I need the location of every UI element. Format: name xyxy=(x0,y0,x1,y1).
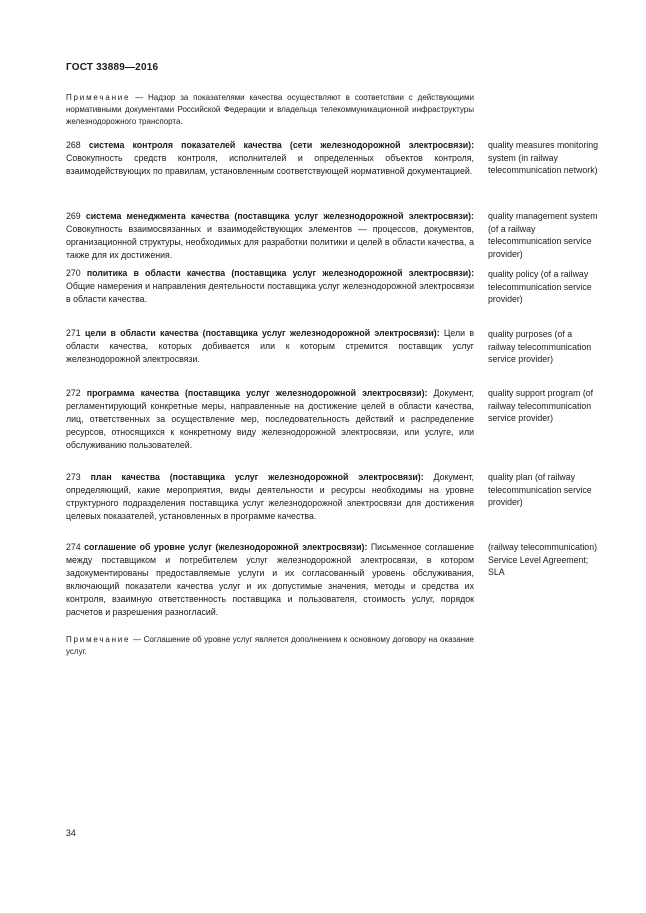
note-text: — Надзор за показателями качества осуществляют в соответствии с действующими нормативными документами Российской Федерации и владельца телекоммуникационной инфраструктуры железнодорожного транспорта. xyxy=(66,93,474,126)
term-number: 268 xyxy=(66,140,81,150)
term-number: 271 xyxy=(66,328,81,338)
english-equivalent-270: quality policy (of a railway telecommunication service provider) xyxy=(488,269,592,304)
term-number: 272 xyxy=(66,388,81,398)
term-entry-271 xyxy=(66,327,474,366)
term-entry-269 xyxy=(66,210,474,262)
document-header: ГОСТ 33889—2016 xyxy=(66,62,159,73)
term-entry-268 xyxy=(66,139,474,178)
page-number: 34 xyxy=(66,828,76,838)
term-name: система менеджмента качества (поставщика услуг железнодорожной электросвязи): xyxy=(85,211,474,221)
term-name: политика в области качества (поставщика услуг железнодорожной электросвязи): xyxy=(86,268,475,278)
note-top xyxy=(66,92,474,128)
term-name: соглашение об уровне услуг (железнодорожной электросвязи): xyxy=(84,542,368,552)
term-name: план качества (поставщика услуг железнодорожной электросвязи): xyxy=(90,472,424,482)
english-equivalent-271: quality purposes (of a railway telecommunication service provider) xyxy=(488,329,592,364)
english-equivalent-269: quality management system (of a railway telecommunication service provider) xyxy=(488,211,598,259)
term-number: 274 xyxy=(66,542,81,552)
term-entry-273 xyxy=(66,471,474,523)
term-definition: Документ, регламентирующий конкретные меры, направленные на достижение целей в области качества, лиц, ответственных за осуществление мер, последовательность действий и распределение ресурсов, относящихся к конкретному виду железнодорожной электросвязи, или услуге, или обслуживанию пользователей. xyxy=(66,388,474,450)
term-definition: Цели в области качества, которых добивается или к которым стремится поставщик услуг железнодорожной электросвязи. xyxy=(66,328,474,364)
term-name: система контроля показателей качества (сети железнодорожной электросвязи): xyxy=(88,140,475,150)
english-equivalent-274: (railway telecommunication) Service Level Agreement; SLA xyxy=(488,542,598,577)
english-equivalent-273: quality plan (of railway telecommunication service provider) xyxy=(488,472,592,507)
term-number: 270 xyxy=(66,268,81,278)
term-name: цели в области качества (поставщика услуг железнодорожной электросвязи): xyxy=(84,328,440,338)
term-name: программа качества (поставщика услуг железнодорожной электросвязи): xyxy=(86,388,428,398)
term-definition: Общие намерения и направления деятельности поставщика услуг железнодорожной электросвязи в области качества. xyxy=(66,281,474,304)
term-entry-274 xyxy=(66,541,474,619)
term-definition: Письменное соглашение между поставщиком и потребителем услуг железнодорожной электросвязи, в котором задокументированы предоставляемые услуги и их согласованный уровень обслуживания, включающий показатели качества услуг и их допустимые значения, методы и средства их контроля, взаимную ответственность поставщика и пользователя, стоимость услуг, порядок расчетов и разрешения разногласий. xyxy=(66,542,474,617)
term-entry-270 xyxy=(66,267,474,306)
term-number: 273 xyxy=(66,472,81,482)
term-number: 269 xyxy=(66,211,81,221)
note-text: — Соглашение об уровне услуг является дополнением к основному договору на оказание услуг. xyxy=(66,635,474,656)
term-entry-272 xyxy=(66,387,474,452)
note-label: Примечание xyxy=(66,635,131,644)
note-label: Примечание xyxy=(66,93,131,102)
note-bottom xyxy=(66,634,474,658)
term-definition: Совокупность взаимосвязанных и взаимодействующих элементов — процессов, документов, организационной структуры, необходимых для разработки политики и целей в области качества, а также для их достижения. xyxy=(66,224,474,260)
term-definition: Документ, определяющий, какие мероприятия, виды деятельности и ресурсы необходимы на уровне структурного подразделения поставщика услуг железнодорожной электросвязи для достижения целевых показателей, установленных в программе качества. xyxy=(66,472,475,521)
english-equivalent-268: quality measures monitoring system (in railway telecommunication network) xyxy=(488,140,599,175)
term-definition: Совокупность средств контроля, исполнителей и определенных объектов контроля, взаимодействующих по правилам, установленным соответствующей нормативной документацией. xyxy=(66,153,474,176)
english-equivalent-272: quality support program (of railway telecommunication service provider) xyxy=(488,388,594,423)
